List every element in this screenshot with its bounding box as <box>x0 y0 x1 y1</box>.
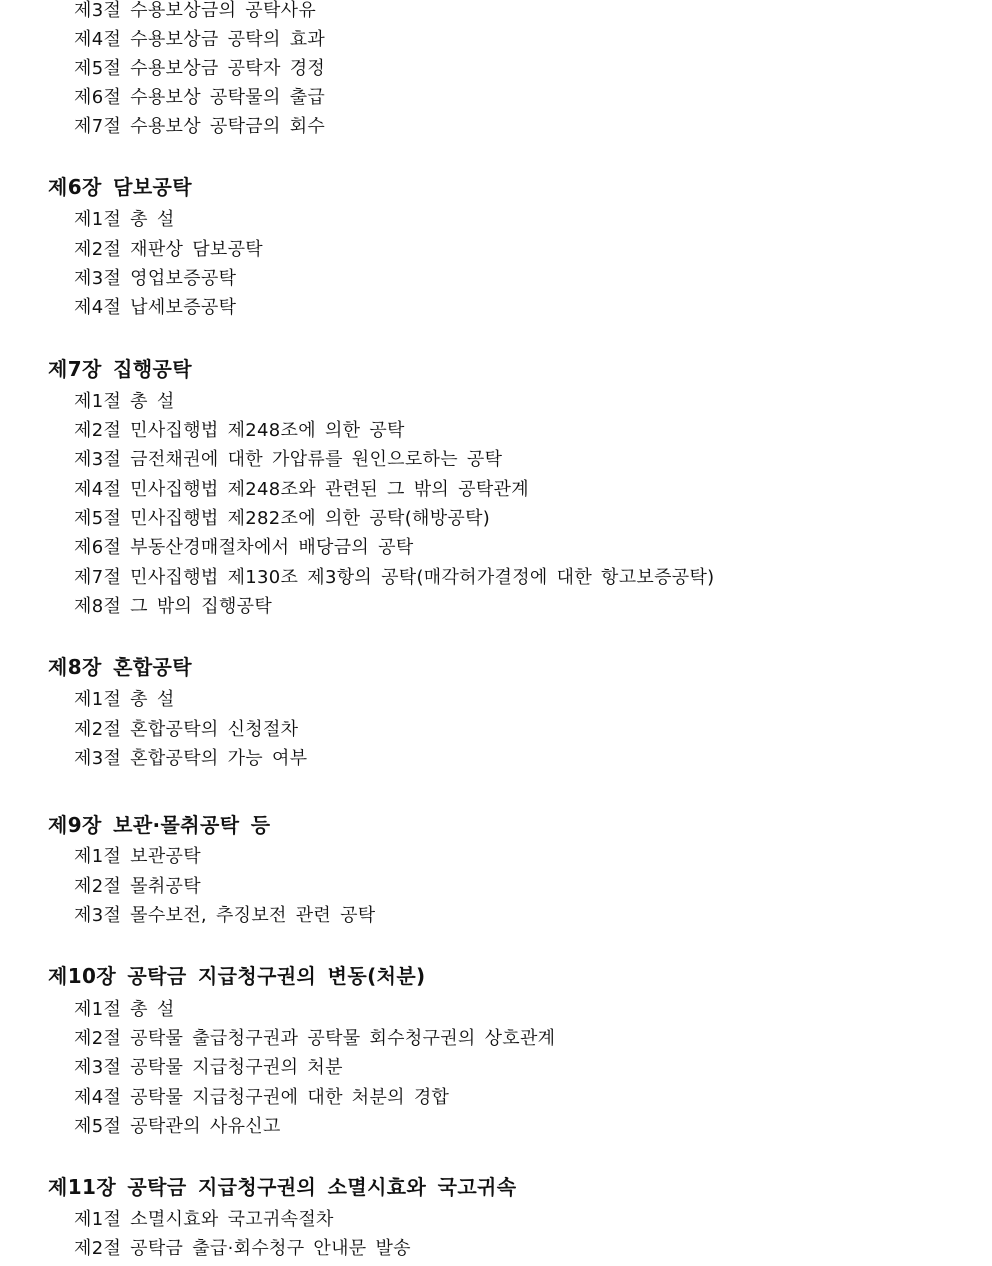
toc-section-item: 제2절 몰취공탁 <box>74 876 201 897</box>
toc-section-item: 제1절 총 설 <box>74 689 175 710</box>
toc-section-item: 제1절 총 설 <box>74 999 175 1020</box>
toc-section-item: 제1절 총 설 <box>74 209 175 230</box>
toc-section-item: 제1절 소멸시효와 국고귀속절차 <box>74 1209 334 1230</box>
toc-section-item: 제5절 민사집행법 제282조에 의한 공탁(해방공탁) <box>74 508 491 529</box>
toc-section-item: 제6절 부동산경매절차에서 배당금의 공탁 <box>74 537 414 558</box>
toc-section-item: 제8절 그 밖의 집행공탁 <box>74 596 273 617</box>
toc-section-item: 제3절 몰수보전, 추징보전 관련 공탁 <box>74 905 376 926</box>
toc-chapter-heading: 제7장 집행공탁 <box>48 357 192 381</box>
toc-chapter-heading: 제6장 담보공탁 <box>48 175 192 199</box>
toc-section-item: 제2절 공탁금 출급·회수청구 안내문 발송 <box>74 1238 411 1259</box>
toc-chapter-heading: 제8장 혼합공탁 <box>48 655 192 679</box>
toc-section-item: 제5절 공탁관의 사유신고 <box>74 1116 281 1137</box>
toc-section-item: 제3절 혼합공탁의 가능 여부 <box>74 748 308 769</box>
toc-section-item: 제5절 수용보상금 공탁자 경정 <box>74 58 326 79</box>
toc-section-item: 제1절 보관공탁 <box>74 846 201 867</box>
toc-section-item: 제2절 재판상 담보공탁 <box>74 239 263 260</box>
toc-section-item: 제4절 민사집행법 제248조와 관련된 그 밖의 공탁관계 <box>74 479 529 500</box>
toc-section-item: 제3절 금전채권에 대한 가압류를 원인으로하는 공탁 <box>74 449 503 470</box>
toc-section-item: 제7절 민사집행법 제130조 제3항의 공탁(매각허가결정에 대한 항고보증공탁) <box>74 567 715 588</box>
toc-chapter-heading: 제11장 공탁금 지급청구권의 소멸시효와 국고귀속 <box>48 1175 517 1199</box>
toc-section-item: 제4절 공탁물 지급청구권에 대한 처분의 경합 <box>74 1087 450 1108</box>
toc-section-item: 제6절 수용보상 공탁물의 출급 <box>74 87 326 108</box>
toc-section-item: 제4절 수용보상금 공탁의 효과 <box>74 29 326 50</box>
toc-section-item: 제3절 수용보상금의 공탁사유 <box>74 0 317 21</box>
toc-section-item: 제2절 혼합공탁의 신청절차 <box>74 719 299 740</box>
toc-chapter-heading: 제10장 공탁금 지급청구권의 변동(처분) <box>48 964 426 988</box>
toc-chapter-heading: 제9장 보관·몰취공탁 등 <box>48 813 271 837</box>
toc-section-item: 제1절 총 설 <box>74 391 175 412</box>
toc-section-item: 제2절 공탁물 출급청구권과 공탁물 회수청구권의 상호관계 <box>74 1028 556 1049</box>
toc-section-item: 제3절 공탁물 지급청구권의 처분 <box>74 1057 343 1078</box>
toc-section-item: 제4절 납세보증공탁 <box>74 297 237 318</box>
toc-section-item: 제2절 민사집행법 제248조에 의한 공탁 <box>74 420 405 441</box>
toc-section-item: 제7절 수용보상 공탁금의 회수 <box>74 116 326 137</box>
toc-section-item: 제3절 영업보증공탁 <box>74 268 237 289</box>
